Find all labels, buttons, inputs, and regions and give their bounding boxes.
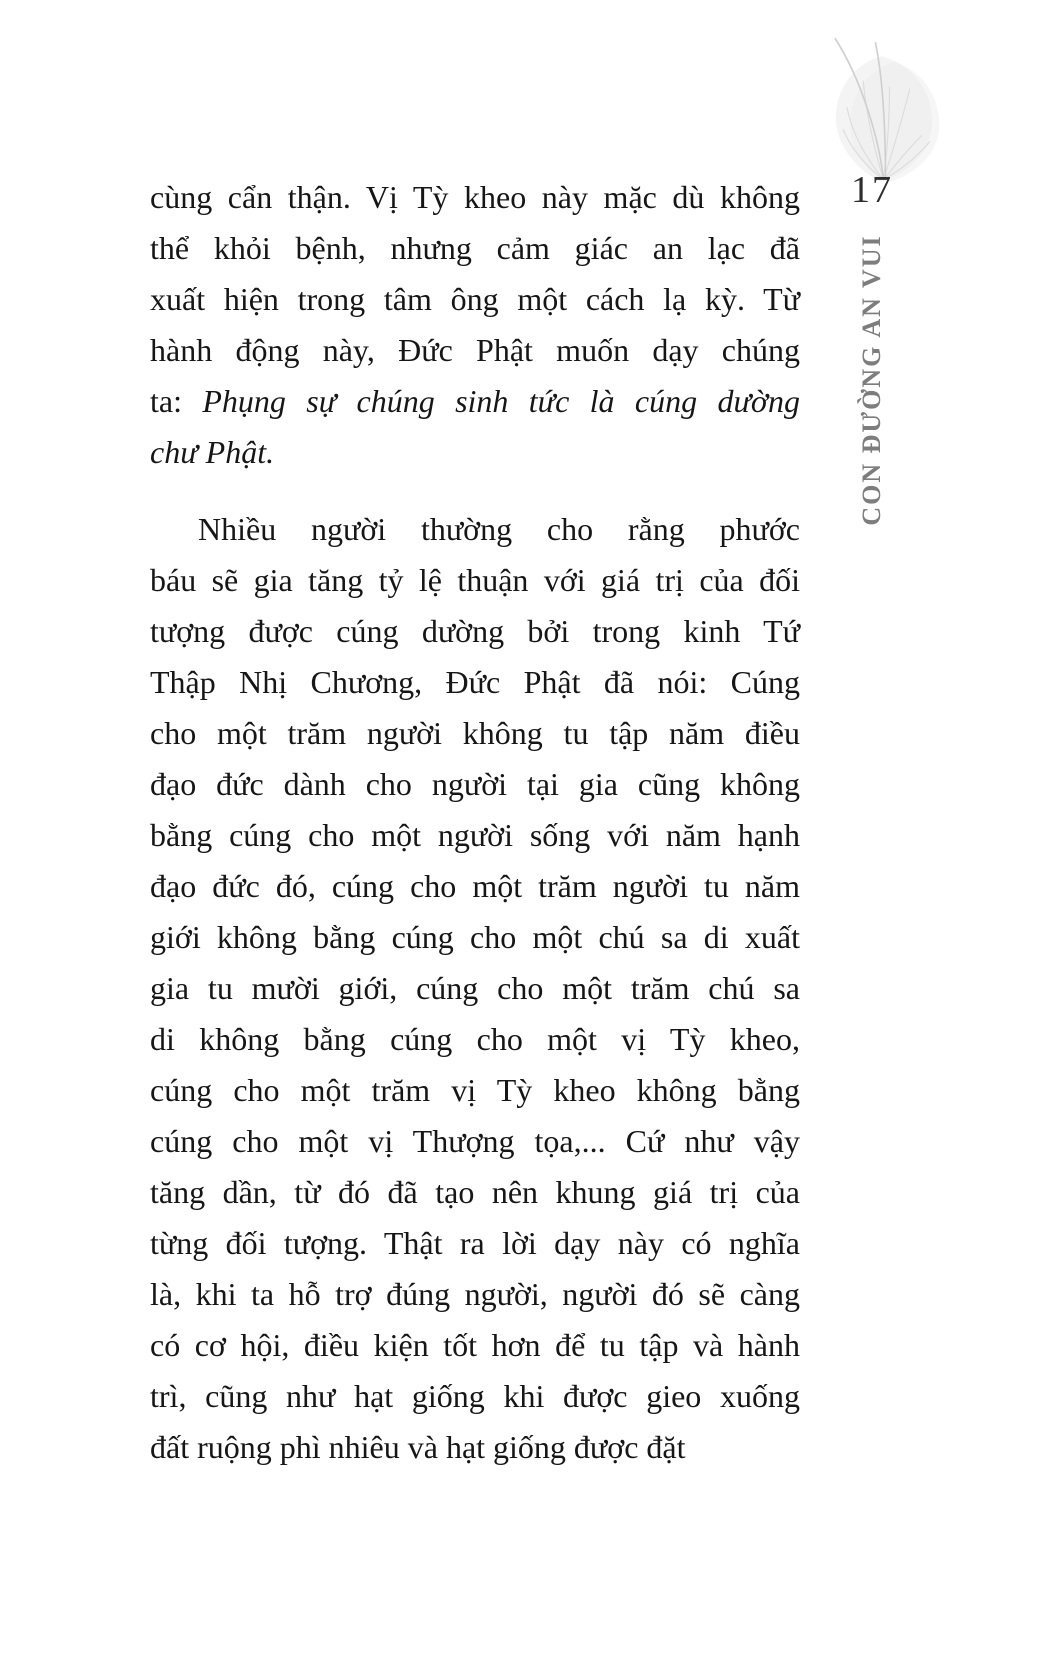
text-line bbox=[150, 1065, 800, 1116]
paragraph bbox=[150, 172, 800, 478]
text-segment: đất ruộng phì nhiêu và hạt giống được đặt bbox=[150, 1429, 686, 1465]
text-line bbox=[150, 657, 800, 708]
text-line bbox=[150, 606, 800, 657]
text-segment: Nhiều người thường cho rằng phước bbox=[198, 511, 800, 547]
text-segment: tượng được cúng dường bởi trong kinh Tứ bbox=[150, 613, 800, 649]
text-line bbox=[150, 1269, 800, 1320]
text-line bbox=[150, 376, 800, 427]
text-line bbox=[150, 1218, 800, 1269]
text-segment: thể khỏi bệnh, nhưng cảm giác an lạc đã bbox=[150, 230, 800, 266]
text-segment: báu sẽ gia tăng tỷ lệ thuận với giá trị của đối bbox=[150, 562, 800, 598]
body-text bbox=[150, 172, 800, 1473]
text-segment: có cơ hội, điều kiện tốt hơn để tu tập và hành bbox=[150, 1327, 800, 1363]
text-line bbox=[150, 1422, 800, 1473]
text-segment: cùng cẩn thận. Vị Tỳ kheo này mặc dù không bbox=[150, 179, 800, 215]
text-segment: đạo đức dành cho người tại gia cũng không bbox=[150, 766, 800, 802]
text-segment: hành động này, Đức Phật muốn dạy chúng bbox=[150, 332, 800, 368]
italic-text-segment: Phụng sự chúng sinh tức là cúng dường bbox=[202, 383, 801, 419]
text-line bbox=[150, 1167, 800, 1218]
text-line bbox=[150, 504, 800, 555]
text-line bbox=[150, 912, 800, 963]
text-segment: di không bằng cúng cho một vị Tỳ kheo, bbox=[150, 1021, 800, 1057]
text-line bbox=[150, 810, 800, 861]
text-segment: là, khi ta hỗ trợ đúng người, người đó sẽ càng bbox=[150, 1276, 800, 1312]
text-line bbox=[150, 1014, 800, 1065]
text-line bbox=[150, 759, 800, 810]
text-segment: giới không bằng cúng cho một chú sa di xuất bbox=[150, 919, 800, 955]
running-title-vertical: CON ĐƯỜNG AN VUI bbox=[857, 234, 886, 526]
bodhi-leaf-icon bbox=[818, 28, 956, 190]
text-line bbox=[150, 708, 800, 759]
text-line bbox=[150, 861, 800, 912]
text-line bbox=[150, 1320, 800, 1371]
text-segment: đạo đức đó, cúng cho một trăm người tu năm bbox=[150, 868, 800, 904]
text-segment: tăng dần, từ đó đã tạo nên khung giá trị của bbox=[150, 1174, 800, 1210]
text-line bbox=[150, 1116, 800, 1167]
text-line bbox=[150, 172, 800, 223]
text-segment: cúng cho một vị Thượng tọa,... Cứ như vậy bbox=[150, 1123, 800, 1159]
text-segment: cúng cho một trăm vị Tỳ kheo không bằng bbox=[150, 1072, 800, 1108]
text-line bbox=[150, 427, 800, 478]
text-segment: bằng cúng cho một người sống với năm hạnh bbox=[150, 817, 800, 853]
text-line bbox=[150, 223, 800, 274]
text-segment: cho một trăm người không tu tập năm điều bbox=[150, 715, 800, 751]
text-segment: Thập Nhị Chương, Đức Phật đã nói: Cúng bbox=[150, 664, 800, 700]
text-line bbox=[150, 325, 800, 376]
text-segment: trì, cũng như hạt giống khi được gieo xuống bbox=[150, 1378, 800, 1414]
text-line bbox=[150, 963, 800, 1014]
text-segment: ta: bbox=[150, 383, 203, 419]
text-line bbox=[150, 1371, 800, 1422]
text-line bbox=[150, 555, 800, 606]
text-line bbox=[150, 274, 800, 325]
text-segment: xuất hiện trong tâm ông một cách lạ kỳ. Từ bbox=[150, 281, 800, 317]
italic-text-segment: chư Phật. bbox=[150, 434, 275, 470]
text-segment: từng đối tượng. Thật ra lời dạy này có nghĩa bbox=[150, 1225, 800, 1261]
text-segment: gia tu mười giới, cúng cho một trăm chú sa bbox=[150, 970, 800, 1006]
page-number: 17 bbox=[851, 169, 893, 211]
paragraph bbox=[150, 504, 800, 1473]
